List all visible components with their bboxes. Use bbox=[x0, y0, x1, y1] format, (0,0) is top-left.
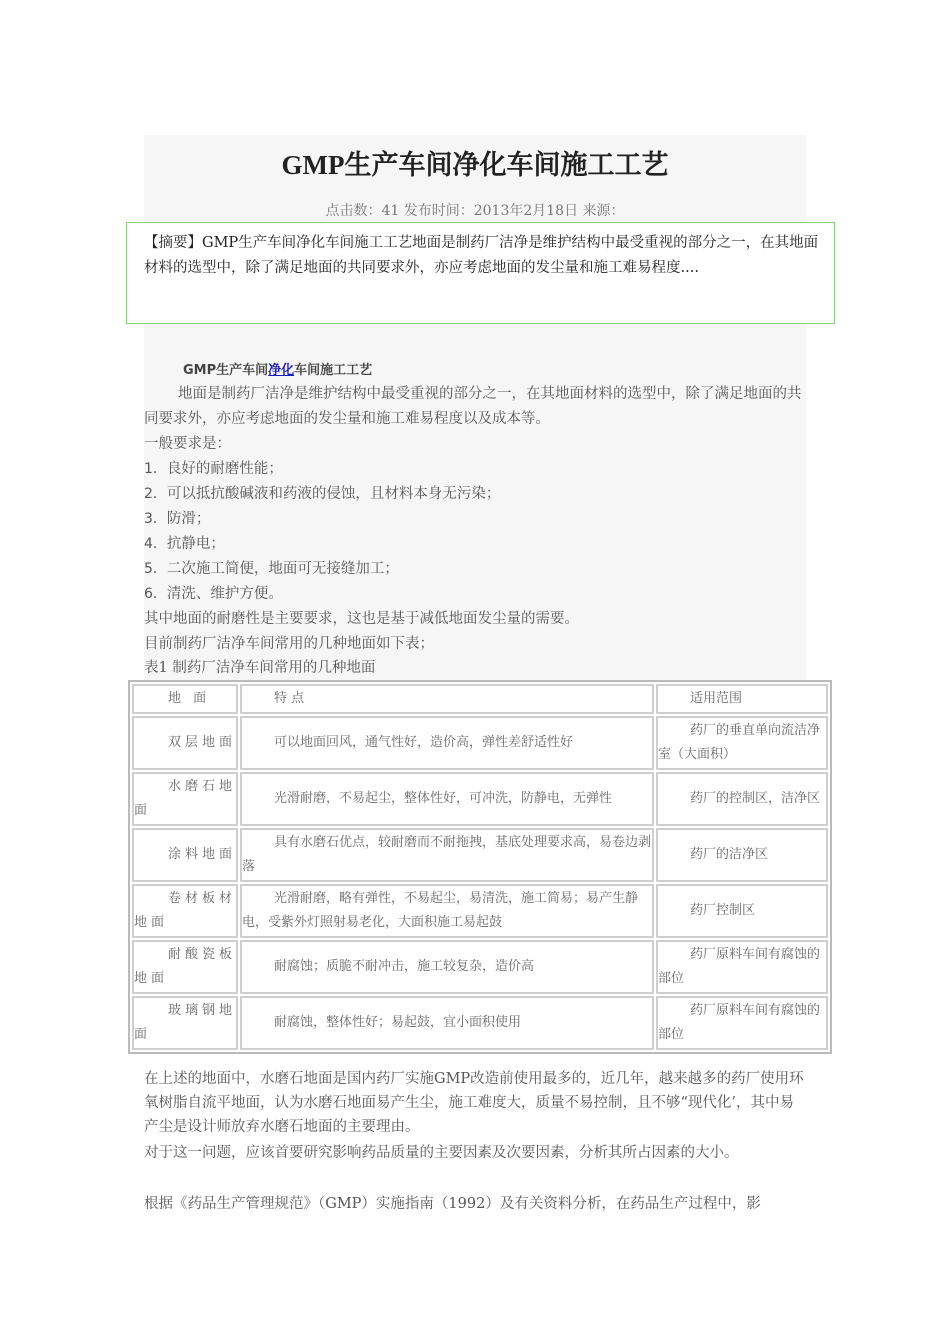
requirement-number: 5． bbox=[144, 561, 167, 577]
table-row bbox=[132, 716, 828, 770]
section-title bbox=[183, 359, 372, 378]
requirement-item bbox=[144, 482, 500, 507]
table-cell: 药厂原料车间有腐蚀的部位 bbox=[656, 940, 828, 994]
summary-label: 【摘要】 bbox=[144, 235, 202, 251]
requirement-number: 3． bbox=[144, 511, 167, 527]
table-header-cell: 适用范围 bbox=[656, 684, 828, 714]
table-cell: 药厂控制区 bbox=[656, 884, 828, 938]
table-cell: 耐腐蚀，整体性好；易起鼓，宜小面积使用 bbox=[240, 996, 654, 1050]
table-cell: 耐酸瓷板地面 bbox=[132, 940, 238, 994]
table-header-cell: 地 面 bbox=[132, 684, 238, 714]
table-row bbox=[132, 828, 828, 882]
requirement-number: 1． bbox=[144, 461, 167, 477]
table-cell: 可以地面回风，通气性好，造价高，弹性差舒适性好 bbox=[240, 716, 654, 770]
summary-box bbox=[126, 222, 835, 324]
table-row bbox=[132, 996, 828, 1050]
requirement-text: 抗静电； bbox=[166, 536, 225, 552]
table-cell: 水磨石地面 bbox=[132, 772, 238, 826]
requirement-text: 清洗、维护方便。 bbox=[166, 586, 283, 602]
table-intro: 目前制药厂洁净车间常用的几种地面如下表； bbox=[144, 636, 434, 652]
table-cell: 药厂的控制区，洁净区 bbox=[656, 772, 828, 826]
requirement-item bbox=[144, 507, 210, 532]
general-requirements-label: 一般要求是： bbox=[144, 436, 231, 452]
requirement-number: 2． bbox=[144, 486, 167, 502]
table-cell: 光滑耐磨，略有弹性，不易起尘，易清洗，施工简易；易产生静电，受紫外灯照射易老化，大面积施工易起鼓 bbox=[240, 884, 654, 938]
table-cell: 卷材板材地面 bbox=[132, 884, 238, 938]
article-meta: 点击数：41 发布时间：2013年2月18日 来源： bbox=[325, 203, 625, 219]
requirement-text: 防滑； bbox=[166, 511, 211, 527]
page-title: GMP生产车间净化车间施工工艺 bbox=[281, 150, 669, 180]
requirement-number: 6． bbox=[144, 586, 167, 602]
issue-paragraph: 对于这一问题，应该首要研究影响药品质量的主要因素及次要因素，分析其所占因素的大小。 bbox=[144, 1145, 739, 1161]
requirement-text: 可以抵抗酸碱液和药液的侵蚀，且材料本身无污染； bbox=[166, 486, 501, 502]
requirement-text: 良好的耐磨性能； bbox=[166, 461, 283, 477]
table-cell: 双层地面 bbox=[132, 716, 238, 770]
table-cell: 涂料地面 bbox=[132, 828, 238, 882]
gmp-guide-paragraph: 根据《药品生产管理规范》（GMP）实施指南（1992）及有关资料分析，在药品生产过程中，影 bbox=[144, 1196, 761, 1212]
table-row bbox=[132, 884, 828, 938]
requirement-number: 4． bbox=[144, 536, 167, 552]
table-cell: 药厂的洁净区 bbox=[656, 828, 828, 882]
table-cell: 玻璃钢地面 bbox=[132, 996, 238, 1050]
table-cell: 药厂的垂直单向流洁净室（大面积） bbox=[656, 716, 828, 770]
section-title-suffix: 车间施工工艺 bbox=[294, 363, 373, 378]
wear-resistance-note: 其中地面的耐磨性是主要要求，这也是基于减低地面发尘量的需要。 bbox=[144, 611, 579, 627]
table-row bbox=[132, 940, 828, 994]
intro-paragraph: 地面是制药厂洁净是维护结构中最受重视的部分之一，在其地面材料的选型中，除了满足地面的共同要求外，亦应考虑地面的发尘量和施工难易程度以及成本等。 bbox=[144, 386, 802, 427]
table-cell: 具有水磨石优点，较耐磨而不耐拖拽，基底处理要求高，易卷边剥落 bbox=[240, 828, 654, 882]
terrazzo-paragraph: 在上述的地面中，水磨石地面是国内药厂实施GMP改造前使用最多的，近几年，越来越多的药厂使用环氧树脂自流平地面，认为水磨石地面易产生尘，施工难度大，质量不易控制，且不够“现代化’，其中易产尘是设计师放弃水磨石地面的主要理由。 bbox=[144, 1071, 804, 1135]
section-title-prefix: GMP生产车间 bbox=[183, 363, 269, 378]
table-cell: 光滑耐磨，不易起尘，整体性好，可冲洗，防静电，无弹性 bbox=[240, 772, 654, 826]
requirement-item bbox=[144, 457, 283, 482]
requirement-item bbox=[144, 557, 399, 582]
table-row bbox=[132, 772, 828, 826]
requirement-item bbox=[144, 532, 225, 557]
summary-text: GMP生产车间净化车间施工工艺地面是制药厂洁净是维护结构中最受重视的部分之一，在其地面材料的选型中，除了满足地面的共同要求外，亦应考虑地面的发尘量和施工难易程度.... bbox=[144, 235, 819, 276]
requirement-text: 二次施工简便，地面可无接缝加工； bbox=[166, 561, 399, 577]
requirement-item bbox=[144, 582, 283, 607]
table-cell: 耐腐蚀；质脆不耐冲击，施工较复杂，造价高 bbox=[240, 940, 654, 994]
table-header-row bbox=[132, 684, 828, 714]
table-caption: 表1 制药厂洁净车间常用的几种地面 bbox=[144, 660, 376, 676]
table-cell: 药厂原料车间有腐蚀的部位 bbox=[656, 996, 828, 1050]
floor-types-table bbox=[128, 680, 832, 1054]
purification-link[interactable]: 净化 bbox=[268, 363, 295, 378]
table-header-cell: 特 点 bbox=[240, 684, 654, 714]
